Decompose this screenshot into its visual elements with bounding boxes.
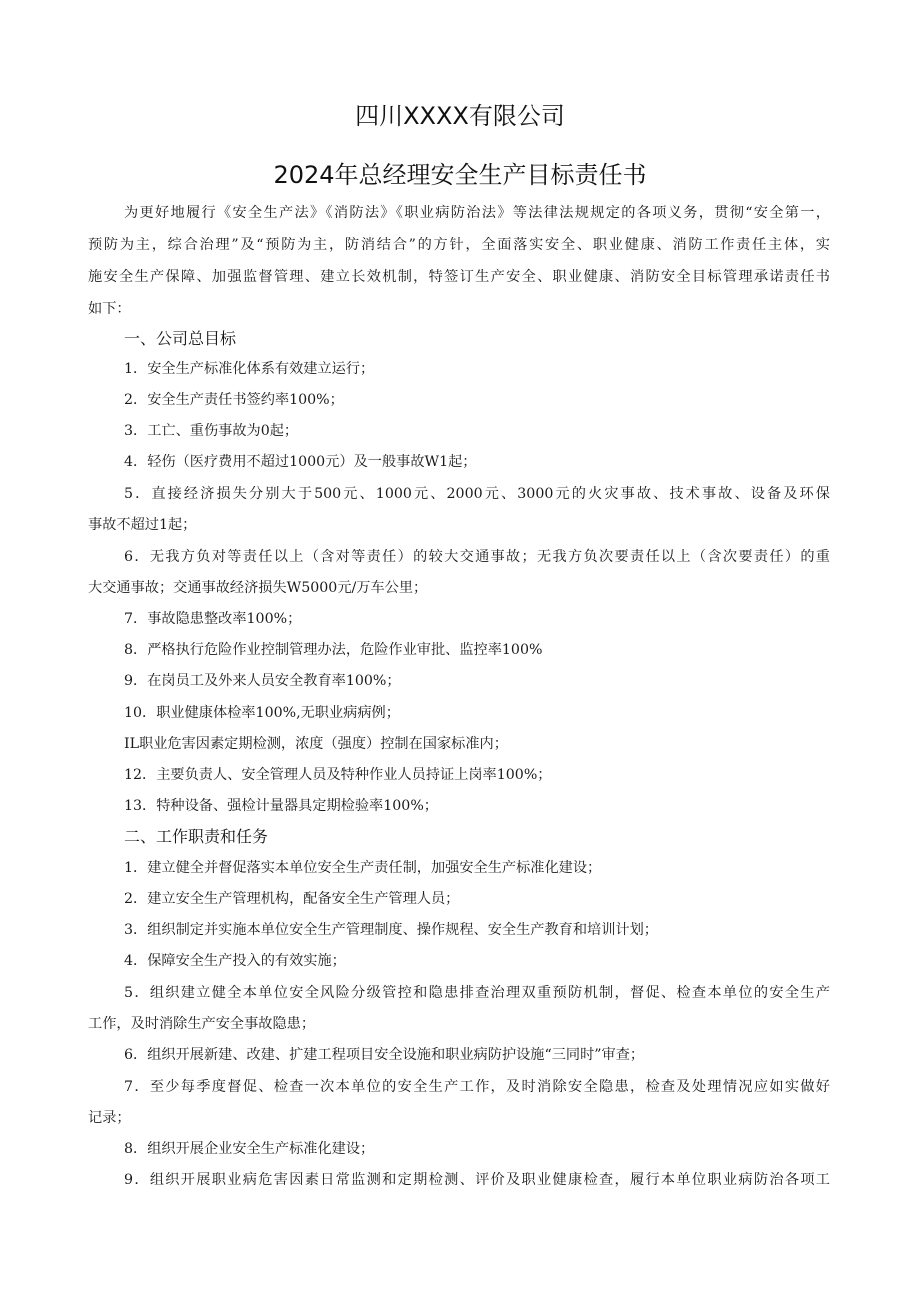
document-title: 2024年总经理安全生产目标责任书 [273,161,647,189]
list-item: 13．特种设备、强检计量器具定期检验率100%； [124,798,438,814]
list-item: 2．安全生产责任书签约率100%； [124,392,344,408]
list-item: 6．无我方负对等责任以上（含对等责任）的较大交通事故；无我方负次要责任以上（含次要责任）的重 [124,549,830,565]
list-item-continuation: 事故不超过1起； [88,517,197,533]
section-heading: 二、工作职责和任务 [124,827,269,846]
list-item: 3．组织制定并实施本单位安全生产管理制度、操作规程、安全生产教育和培训计划； [124,922,658,938]
company-name: 四川XXXX有限公司 [355,102,565,130]
intro-line: 预防为主，综合治理”及“预防为主，防消结合”的方针，全面落实安全、职业健康、消防工作责任主体，实 [88,237,830,253]
list-item: IL职业危害因素定期检测，浓度（强度）控制在国家标准内； [124,736,508,752]
list-item: 6．组织开展新建、改建、扩建工程项目安全设施和职业病防护设施“三同时”审查； [124,1047,645,1063]
list-item: 5．组织建立健全本单位安全风险分级管控和隐患排查治理双重预防机制，督促、检查本单位的安全生产 [124,985,830,1001]
list-item-continuation: 大交通事故；交通事故经济损失W5000元/万车公里； [88,580,428,596]
list-item: 7．至少每季度督促、检查一次本单位的安全生产工作，及时消除安全隐患，检查及处理情况应如实做好 [124,1079,830,1095]
list-item: 3．工亡、重伤事故为0起； [124,423,299,439]
list-item: 4．轻伤（医疗费用不超过1000元）及一般事故W1起； [124,454,477,470]
list-item: 7．事故隐患整改率100%； [124,611,302,627]
list-item: 8．严格执行危险作业控制管理办法，危险作业审批、监控率100% [124,642,543,658]
list-item: 8．组织开展企业安全生产标准化建设； [124,1141,375,1157]
list-item: 2．建立安全生产管理机构，配备安全生产管理人员； [124,891,460,907]
intro-line: 施安全生产保障、加强监督管理、建立长效机制，特签订生产安全、职业健康、消防安全目标管理承诺责任书 [88,269,830,285]
list-item-continuation: 工作，及时消除生产安全事故隐患； [88,1016,316,1032]
intro-line: 为更好地履行《安全生产法》《消防法》《职业病防治法》等法律法规规定的各项义务，贯彻“安全第一， [124,205,830,221]
list-item: 9．在岗员工及外来人员安全教育率100%； [124,673,401,689]
list-item: 12．主要负责人、安全管理人员及特种作业人员持证上岗率100%； [124,767,552,783]
list-item-continuation: 记录； [88,1110,131,1126]
list-item: 10．职业健康体检率100%,无职业病病例； [124,705,400,721]
list-item: 1．建立健全并督促落实本单位安全生产责任制，加强安全生产标准化建设； [124,860,602,876]
list-item: 4．保障安全生产投入的有效实施； [124,953,346,969]
list-item: 1．安全生产标准化体系有效建立运行； [124,361,375,377]
intro-line: 如下： [88,301,131,317]
list-item: 9．组织开展职业病危害因素日常监测和定期检测、评价及职业健康检查，履行本单位职业病防治各项工 [124,1172,830,1188]
list-item: 5．直接经济损失分别大于500元、1000元、2000元、3000元的火灾事故、技术事故、设备及环保 [124,486,830,502]
section-heading: 一、公司总目标 [124,329,237,348]
